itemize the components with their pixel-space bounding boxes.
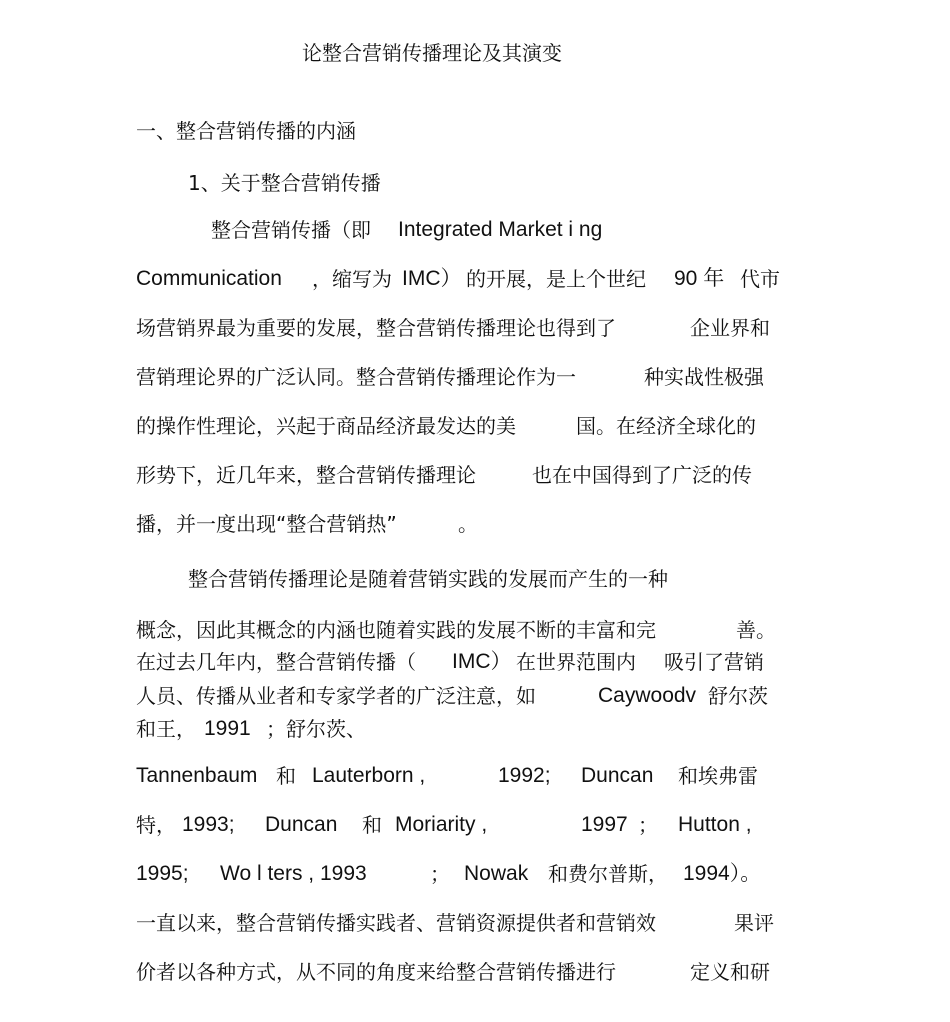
text-fragment: Moriarity ,: [395, 813, 488, 836]
text-fragment: Duncan: [581, 764, 654, 787]
text-fragment: 的操作性理论，兴起于商品经济最发达的美: [136, 414, 516, 438]
text-fragment: IMC）: [402, 267, 462, 290]
text-fragment: 定义和研: [690, 960, 770, 984]
text-fragment: 的开展，是上个世纪: [466, 267, 646, 291]
subsection-heading: 1、关于整合营销传播: [188, 171, 381, 195]
text-fragment: ；: [638, 813, 658, 837]
text-fragment: ；舒尔茨、: [266, 717, 366, 741]
text-fragment: 播，并一度出现“整合营销热”: [136, 512, 397, 536]
text-fragment: 1992;: [498, 764, 551, 787]
text-fragment: 形势下，近几年来，整合营销传播理论: [136, 463, 476, 487]
text-fragment: 种实战性极强: [644, 365, 764, 389]
text-fragment: 在世界范围内: [516, 650, 636, 674]
text-fragment: 和埃弗雷: [678, 764, 758, 788]
text-fragment: 1995;: [136, 862, 189, 885]
text-fragment: 整合营销传播理论是随着营销实践的发展而产生的一种: [188, 567, 668, 591]
text-fragment: Nowak: [464, 862, 529, 885]
text-fragment: 90 年: [674, 267, 725, 290]
text-fragment: 1991: [204, 717, 251, 740]
text-fragment: 场营销界最为重要的发展，整合营销传播理论也得到了: [136, 316, 616, 340]
text-fragment: 代市: [740, 267, 780, 291]
text-fragment: 吸引了营销: [664, 650, 764, 674]
text-fragment: Communication: [136, 267, 282, 290]
text-fragment: 和王，: [136, 717, 196, 741]
text-fragment: 和: [276, 764, 296, 788]
text-fragment: Wo l ters , 1993: [220, 862, 367, 885]
text-fragment: 价者以各种方式，从不同的角度来给整合营销传播进行: [136, 960, 616, 984]
text-fragment: 概念，因此其概念的内涵也随着实践的发展不断的丰富和完: [136, 618, 656, 642]
text-fragment: 特，: [136, 813, 176, 837]
text-fragment: 善。: [736, 618, 776, 642]
text-fragment: 1994）。: [683, 862, 762, 885]
text-fragment: ；: [430, 862, 450, 886]
text-fragment: 整合营销传播（即: [211, 218, 371, 242]
text-fragment: 1997: [581, 813, 628, 836]
text-fragment: 和: [362, 813, 382, 837]
text-fragment: Hutton ,: [678, 813, 752, 836]
text-fragment: IMC）: [452, 650, 512, 673]
text-fragment: 国。在经济全球化的: [576, 414, 756, 438]
text-fragment: Tannenbaum: [136, 764, 258, 787]
document-title: 论整合营销传播理论及其演变: [302, 41, 562, 65]
text-fragment: Duncan: [265, 813, 338, 836]
text-fragment: 也在中国得到了广泛的传: [532, 463, 752, 487]
text-fragment: 果评: [734, 911, 774, 935]
text-fragment: ，缩写为: [312, 267, 392, 291]
text-fragment: 和费尔普斯，: [548, 862, 668, 886]
text-fragment: 在过去几年内，整合营销传播（: [136, 650, 416, 674]
section-heading: 一、整合营销传播的内涵: [136, 119, 356, 143]
text-fragment: 企业界和: [690, 316, 770, 340]
text-fragment: 1993;: [182, 813, 235, 836]
text-fragment: Lauterborn ,: [312, 764, 426, 787]
text-fragment: Caywoodv: [598, 684, 697, 707]
text-fragment: 。: [458, 512, 478, 536]
text-fragment: 营销理论界的广泛认同。整合营销传播理论作为一: [136, 365, 576, 389]
text-fragment: 人员、传播从业者和专家学者的广泛注意，如: [136, 684, 536, 708]
text-fragment: Integrated Market i ng: [398, 218, 603, 241]
text-fragment: 一直以来，整合营销传播实践者、营销资源提供者和营销效: [136, 911, 656, 935]
text-fragment: 舒尔茨: [708, 684, 768, 708]
